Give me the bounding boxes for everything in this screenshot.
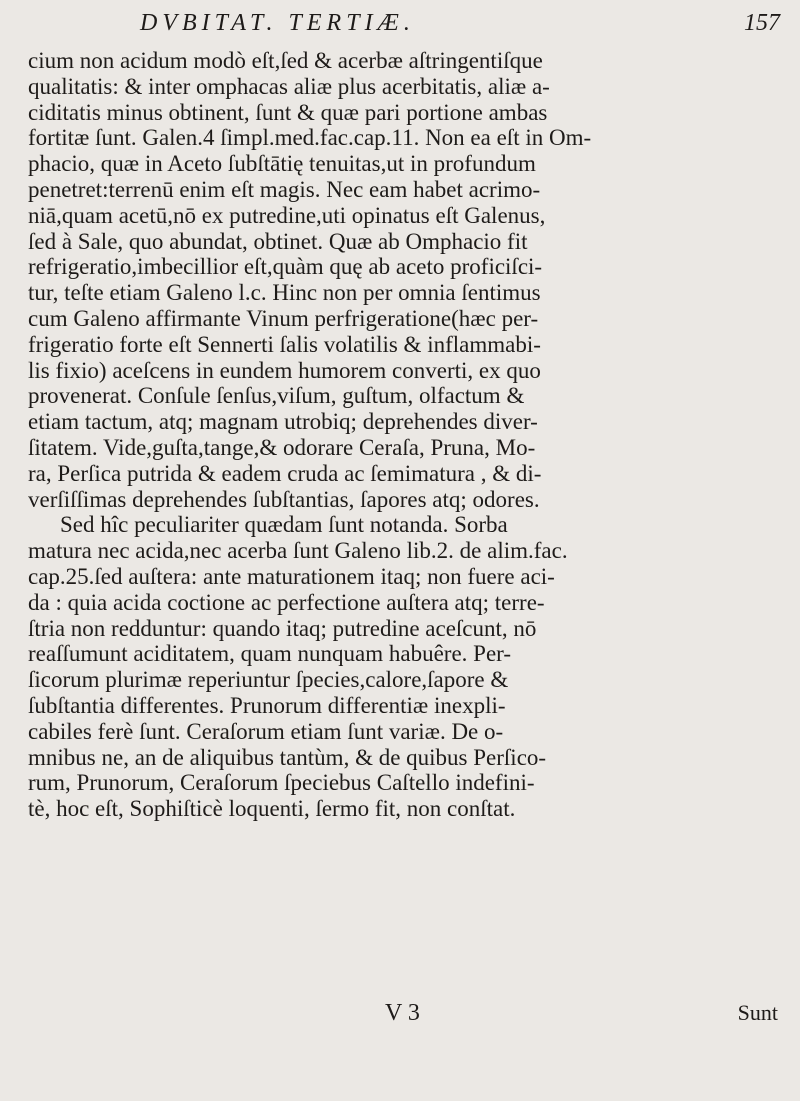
text-line: phacio, quæ in Aceto ſubſtātię tenuitas,ut in profundum xyxy=(28,151,536,177)
text-line: mnibus ne, an de aliquibus tantùm, & de quibus Perſico- xyxy=(28,744,547,770)
text-line: ſicorum plurimæ reperiuntur ſpecies,calore,ſapore & xyxy=(28,667,509,693)
text-block xyxy=(28,48,788,822)
text-line: tur, teſte etiam Galeno l.c. Hinc non per omnia ſentimus xyxy=(28,280,541,306)
text-line: qualitatis: & inter omphacas aliæ plus acerbitatis, aliæ a- xyxy=(28,73,550,99)
text-line: cap.25.ſed auſtera: ante maturationem itaq; non fuere aci- xyxy=(28,563,555,589)
text-line: niā,quam acetū,nō ex putredine,uti opinatus eſt Galenus, xyxy=(28,202,546,228)
text-line: penetret:terrenū enim eſt magis. Nec eam habet acrimo- xyxy=(28,176,541,202)
signature-mark: V 3 xyxy=(385,1000,420,1026)
text-line: frigeratio forte eſt Sennerti ſalis volatilis & inflammabi- xyxy=(28,331,541,357)
text-line: verſiſſimas deprehendes ſubſtantias, ſapores atq; odores. xyxy=(28,486,540,512)
text-line: rum, Prunorum, Ceraſorum ſpeciebus Caſtello indefini- xyxy=(28,770,535,796)
text-line: ſtria non redduntur: quando itaq; putredine aceſcunt, nō xyxy=(28,615,537,641)
page-header xyxy=(0,10,800,44)
text-line: etiam tactum, atq; magnam utrobiq; deprehendes diver- xyxy=(28,409,538,435)
text-line: fortitæ ſunt. Galen.4 ſimpl.med.fac.cap.11. Non ea eſt in Om- xyxy=(28,125,592,151)
text-line: ſed à Sale, quo abundat, obtinet. Quæ ab Omphacio fit xyxy=(28,228,528,254)
text-line: cum Galeno affirmante Vinum perfrigeratione(hæc per- xyxy=(28,305,539,331)
text-line: cium non acidum modò eſt,ſed & acerbæ aſtringentiſque xyxy=(28,48,543,73)
text-line: ciditatis minus obtinent, ſunt & quæ pari portione ambas xyxy=(28,99,548,125)
text-line: ſubſtantia differentes. Prunorum differentiæ inexpli- xyxy=(28,692,506,718)
text-line: Sed hîc peculiariter quædam ſunt notanda. Sorba xyxy=(60,512,508,538)
text-line: refrigeratio,imbecillior eſt,quàm quę ab aceto proficiſci- xyxy=(28,254,543,280)
page-number: 157 xyxy=(744,10,780,36)
text-line: provenerat. Conſule ſenſus,viſum, guſtum, olfactum & xyxy=(28,383,525,409)
text-line: ra, Perſica putrida & eadem cruda ac ſemimatura , & di- xyxy=(28,460,542,486)
text-line: cabiles ferè ſunt. Ceraſorum etiam ſunt variæ. De o- xyxy=(28,718,504,744)
text-line: ſitatem. Vide,guſta,tange,& odorare Ceraſa, Pruna, Mo- xyxy=(28,434,536,460)
text-line: tè, hoc eſt, Sophiſticè loquenti, ſermo fit, non conſtat. xyxy=(28,796,516,822)
text-line: matura nec acida,nec acerba ſunt Galeno lib.2. de alim.fac. xyxy=(28,538,568,564)
text-line: lis fixio) aceſcens in eundem humorem converti, ex quo xyxy=(28,357,541,383)
text-line: reaſſumunt aciditatem, quam nunquam habuêre. Per- xyxy=(28,641,512,667)
text-line: da : quia acida coctione ac perfectione auſtera atq; terre- xyxy=(28,589,545,615)
running-head: DVBITAT. TERTIÆ. xyxy=(140,10,415,36)
catchword: Sunt xyxy=(737,1000,778,1025)
